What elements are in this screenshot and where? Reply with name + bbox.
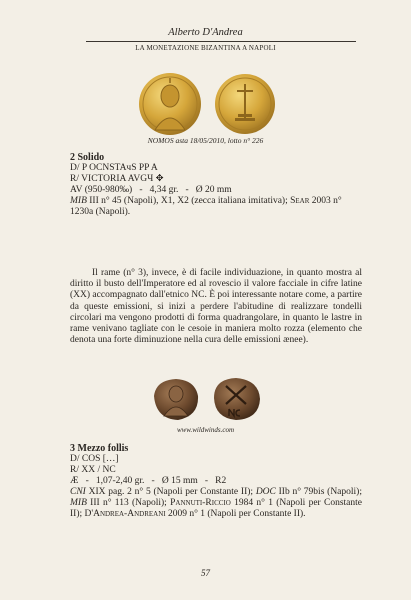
entry-2-title: 2 Solido <box>70 152 105 163</box>
figure2-caption: www.wildwinds.com <box>176 426 235 434</box>
solidus-coin-photo <box>133 70 283 136</box>
header-divider <box>86 41 356 42</box>
solidus-reverse-image <box>215 74 275 134</box>
entry-3-title: 3 Mezzo follis <box>70 443 129 454</box>
running-header-author: Alberto D'Andrea <box>168 27 243 38</box>
half-follis-reverse-image <box>214 378 260 420</box>
solidus-obverse-image <box>139 73 201 135</box>
entry-3-specs: Æ - 1,07-2,40 gr. - Ø 15 mm - R2 <box>70 476 227 486</box>
entry-3-mezzo-follis <box>70 443 362 520</box>
page-number: 57 <box>201 568 210 578</box>
body-paragraph: Il rame (n° 3), invece, è di facile individuazione, in quanto mostra al diritto il busto dell'Imperatore ed al rovescio il valore facciale in cifre latine (XX) accompagnato dall'etnico NC. È poi interessante notare come, a partire da queste emissioni, si inizi a perdere l'abitudine di realizzare tondelli circolari ma vengono prodotti di forma quadrangolare, in quanto le lastre in rame venivano tagliate con le cesoie in maniera molto rozza (elemento che denota una forte diminuzione nella cura delle emissioni ænee). <box>70 268 362 346</box>
entry-2-specs: AV (950-980‰) - 4,34 gr. - Ø 20 mm <box>70 185 232 195</box>
entry-2-references-cont: 1230a (Napoli). <box>70 207 131 217</box>
entry-2-obverse: D/ P OCNSTAчS PP A <box>70 163 158 173</box>
running-header-title: LA MONETAZIONE BIZANTINA A NAPOLI <box>135 44 276 52</box>
entry-2-reverse: R/ VICTORIA AVGЧ ✥ <box>70 174 164 184</box>
entry-3-obverse: D/ COS […] <box>70 454 119 464</box>
entry-3-references: CNI XIX pag. 2 n° 5 (Napoli per Constante II); DOC IIb n° 79bis (Napoli); MIB III n° 113 (Napoli); Pannuti-Riccio 1984 n° 1 (Napoli per Constante II); D'Andrea-Andreani 2009 n° 1 (Napoli per Constante II). <box>70 487 362 519</box>
half-follis-obverse-image <box>154 379 198 420</box>
figure1-caption: NOMOS asta 18/05/2010, lotto n° 226 <box>147 136 264 145</box>
half-follis-coin-photo <box>148 374 266 424</box>
entry-2-references: MIB III n° 45 (Napoli), X1, X2 (zecca italiana imitativa); Sear 2003 n° <box>70 196 342 206</box>
entry-2-solido <box>70 152 362 218</box>
entry-3-reverse: R/ XX / NC <box>70 465 116 475</box>
